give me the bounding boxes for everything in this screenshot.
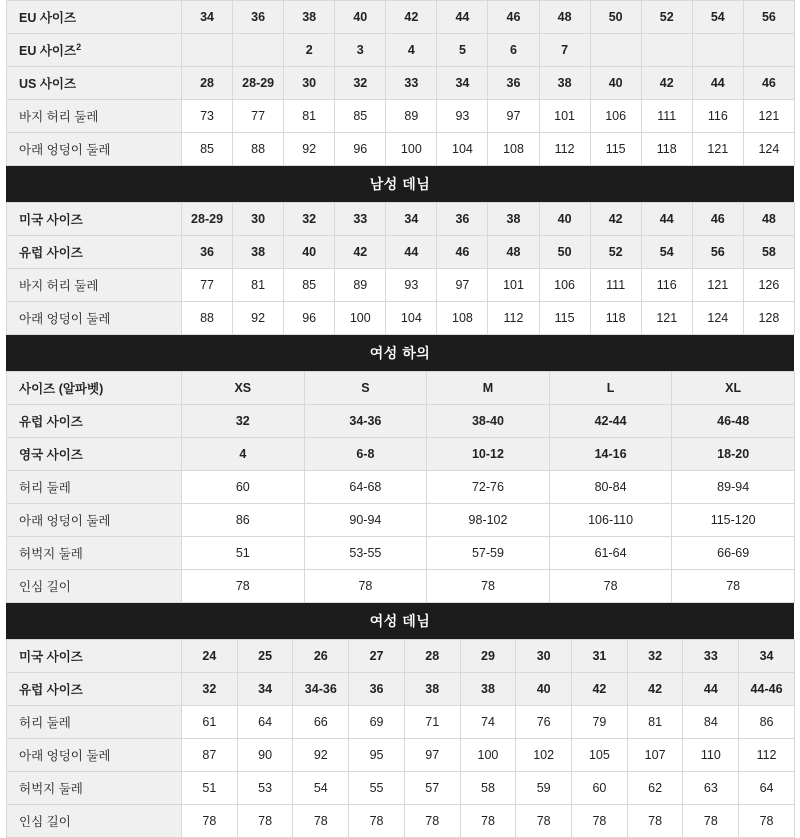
- table-cell: 33: [386, 67, 437, 100]
- table-cell: 44: [692, 67, 743, 100]
- table-cell: 28-29: [233, 67, 284, 100]
- table-cell: 78: [683, 805, 739, 838]
- table-cell: 92: [233, 302, 284, 335]
- table-row: [7, 133, 795, 166]
- table-cell: [233, 34, 284, 67]
- table-cell: 36: [182, 236, 233, 269]
- table-row: [7, 739, 795, 772]
- table-cell: 73: [182, 100, 233, 133]
- table-cell: 38: [404, 673, 460, 706]
- table-cell: 46-48: [672, 405, 795, 438]
- table-cell: 78: [304, 570, 427, 603]
- table-cell: 78: [237, 805, 293, 838]
- table-cell: 42: [386, 1, 437, 34]
- row-label-text: 아래 엉덩이 둘레: [19, 312, 111, 326]
- table-cell: 106: [590, 100, 641, 133]
- table-cell: 53: [237, 772, 293, 805]
- table-cell: 32: [182, 405, 305, 438]
- table-cell: 78: [427, 570, 550, 603]
- table-cell: 58: [743, 236, 794, 269]
- table-cell: 118: [641, 133, 692, 166]
- table-row: [7, 405, 795, 438]
- table-cell: 14-16: [549, 438, 672, 471]
- table-cell: 38: [539, 67, 590, 100]
- row-label-text: 유럽 사이즈: [19, 683, 83, 697]
- table-row: [7, 67, 795, 100]
- table-cell: 111: [641, 100, 692, 133]
- table-cell: 112: [488, 302, 539, 335]
- table-cell: 115-120: [672, 504, 795, 537]
- row-label: [7, 100, 182, 133]
- table-cell: 42-44: [549, 405, 672, 438]
- table-cell: 101: [488, 269, 539, 302]
- table-cell: 30: [284, 67, 335, 100]
- table-cell: 78: [182, 570, 305, 603]
- table-cell: 38-40: [427, 405, 550, 438]
- table-row: [7, 504, 795, 537]
- table-cell: 30: [233, 203, 284, 236]
- table-cell: 92: [284, 133, 335, 166]
- table-cell: 44: [386, 236, 437, 269]
- table-row: [7, 34, 795, 67]
- table-cell: 6-8: [304, 438, 427, 471]
- table-cell: 48: [743, 203, 794, 236]
- table-cell: 87: [182, 739, 238, 772]
- table-cell: 48: [488, 236, 539, 269]
- row-label: [7, 537, 182, 570]
- table-cell: 66: [293, 706, 349, 739]
- table-cell: 58: [460, 772, 516, 805]
- table-cell: 2: [284, 34, 335, 67]
- table-cell: 54: [692, 1, 743, 34]
- table-row: [7, 236, 795, 269]
- table-cell: 51: [182, 537, 305, 570]
- row-label-text: 허리 둘레: [19, 716, 71, 730]
- table-cell: [182, 34, 233, 67]
- table-cell: 24: [182, 640, 238, 673]
- table-cell: 100: [335, 302, 386, 335]
- table-cell: 95: [349, 739, 405, 772]
- table-cell: 42: [590, 203, 641, 236]
- table-cell: 121: [641, 302, 692, 335]
- table-cell: 93: [437, 100, 488, 133]
- table-row: [7, 269, 795, 302]
- table-cell: 90-94: [304, 504, 427, 537]
- table-cell: 78: [349, 805, 405, 838]
- row-label: [7, 570, 182, 603]
- table-cell: 46: [743, 67, 794, 100]
- table-row: [7, 203, 795, 236]
- table-cell: 78: [182, 805, 238, 838]
- table-cell: 108: [488, 133, 539, 166]
- table-cell: 53-55: [304, 537, 427, 570]
- table-cell: [590, 34, 641, 67]
- table-cell: XS: [182, 372, 305, 405]
- table-cell: 81: [627, 706, 683, 739]
- row-label: [7, 269, 182, 302]
- size-table-mens-bottoms-continued: [6, 0, 795, 166]
- row-label: [7, 438, 182, 471]
- table-cell: 54: [641, 236, 692, 269]
- table-cell: 97: [404, 739, 460, 772]
- table-cell: 97: [437, 269, 488, 302]
- table-cell: 64: [739, 772, 795, 805]
- row-label-text: 사이즈 (알파벳): [19, 382, 104, 396]
- table-cell: 25: [237, 640, 293, 673]
- table-cell: 78: [549, 570, 672, 603]
- row-label: [7, 67, 182, 100]
- table-cell: 88: [233, 133, 284, 166]
- table-cell: 33: [683, 640, 739, 673]
- table-cell: 26: [293, 640, 349, 673]
- table-cell: 44: [437, 1, 488, 34]
- table-cell: 31: [572, 640, 628, 673]
- table-cell: 50: [539, 236, 590, 269]
- table-cell: 88: [182, 302, 233, 335]
- table-cell: 4: [386, 34, 437, 67]
- table-cell: 42: [627, 673, 683, 706]
- table-cell: 46: [488, 1, 539, 34]
- table-cell: 72-76: [427, 471, 550, 504]
- table-row: [7, 438, 795, 471]
- table-cell: 34: [386, 203, 437, 236]
- row-label-text: US 사이즈: [19, 77, 77, 91]
- table-cell: 78: [516, 805, 572, 838]
- table-row: [7, 372, 795, 405]
- table-cell: 108: [437, 302, 488, 335]
- table-cell: 100: [386, 133, 437, 166]
- table-cell: 51: [182, 772, 238, 805]
- table-cell: 93: [386, 269, 437, 302]
- size-table-womens-bottoms: [6, 371, 795, 603]
- table-cell: 33: [335, 203, 386, 236]
- table-cell: 10-12: [427, 438, 550, 471]
- row-label-text: 미국 사이즈: [19, 213, 83, 227]
- table-cell: 92: [293, 739, 349, 772]
- table-row: [7, 1, 795, 34]
- row-label-superscript: 2: [76, 41, 82, 52]
- table-cell: 79: [572, 706, 628, 739]
- table-cell: 126: [743, 269, 794, 302]
- table-cell: 32: [335, 67, 386, 100]
- row-label-text: 허벅지 둘레: [19, 547, 83, 561]
- table-cell: 29: [460, 640, 516, 673]
- row-label: [7, 1, 182, 34]
- row-label: [7, 34, 182, 67]
- table-cell: S: [304, 372, 427, 405]
- row-label-text: 허리 둘레: [19, 481, 71, 495]
- table-cell: 57-59: [427, 537, 550, 570]
- row-label: [7, 405, 182, 438]
- table-cell: 40: [590, 67, 641, 100]
- table-cell: 116: [692, 100, 743, 133]
- table-cell: 59: [516, 772, 572, 805]
- table-cell: 34-36: [304, 405, 427, 438]
- table-cell: 28: [404, 640, 460, 673]
- table-cell: 54: [293, 772, 349, 805]
- table-cell: 96: [335, 133, 386, 166]
- table-row: [7, 471, 795, 504]
- table-cell: 36: [488, 67, 539, 100]
- table-cell: 61: [182, 706, 238, 739]
- table-cell: 81: [233, 269, 284, 302]
- table-cell: 28-29: [182, 203, 233, 236]
- table-cell: 86: [739, 706, 795, 739]
- table-cell: 121: [692, 133, 743, 166]
- table-row: [7, 673, 795, 706]
- table-cell: 112: [739, 739, 795, 772]
- table-cell: 98-102: [427, 504, 550, 537]
- table-cell: 90: [237, 739, 293, 772]
- row-label-text: 바지 허리 둘레: [19, 279, 99, 293]
- table-cell: 56: [692, 236, 743, 269]
- table-cell: 44: [641, 203, 692, 236]
- table-cell: 85: [182, 133, 233, 166]
- table-cell: 85: [284, 269, 335, 302]
- table-cell: 104: [386, 302, 437, 335]
- table-cell: 78: [404, 805, 460, 838]
- table-cell: 124: [743, 133, 794, 166]
- table-row: [7, 706, 795, 739]
- table-cell: 42: [572, 673, 628, 706]
- table-cell: 89: [386, 100, 437, 133]
- table-cell: 34: [739, 640, 795, 673]
- table-cell: 7: [539, 34, 590, 67]
- row-label: [7, 739, 182, 772]
- table-cell: [641, 34, 692, 67]
- table-cell: 36: [233, 1, 284, 34]
- size-table-womens-denim: [6, 639, 795, 838]
- table-cell: 40: [335, 1, 386, 34]
- table-cell: M: [427, 372, 550, 405]
- row-label: [7, 302, 182, 335]
- table-cell: 34-36: [293, 673, 349, 706]
- row-label: [7, 706, 182, 739]
- table-cell: 6: [488, 34, 539, 67]
- table-cell: 116: [641, 269, 692, 302]
- table-cell: 62: [627, 772, 683, 805]
- table-cell: 46: [437, 236, 488, 269]
- table-cell: 27: [349, 640, 405, 673]
- table-cell: 61-64: [549, 537, 672, 570]
- row-label-text: 미국 사이즈: [19, 650, 83, 664]
- table-cell: 55: [349, 772, 405, 805]
- table-cell: 86: [182, 504, 305, 537]
- table-cell: 96: [284, 302, 335, 335]
- table-cell: 76: [516, 706, 572, 739]
- table-cell: 111: [590, 269, 641, 302]
- table-cell: 121: [692, 269, 743, 302]
- row-label: [7, 236, 182, 269]
- table-cell: 80-84: [549, 471, 672, 504]
- table-cell: 34: [237, 673, 293, 706]
- row-label-text: 유럽 사이즈: [19, 415, 83, 429]
- table-cell: 78: [293, 805, 349, 838]
- row-label-text: 아래 엉덩이 둘레: [19, 749, 111, 763]
- table-cell: [743, 34, 794, 67]
- row-label: [7, 133, 182, 166]
- table-row: [7, 537, 795, 570]
- table-cell: 32: [284, 203, 335, 236]
- table-cell: 115: [590, 133, 641, 166]
- table-cell: 78: [460, 805, 516, 838]
- table-cell: 104: [437, 133, 488, 166]
- table-cell: 102: [516, 739, 572, 772]
- table-cell: 64-68: [304, 471, 427, 504]
- table-cell: 63: [683, 772, 739, 805]
- table-cell: 128: [743, 302, 794, 335]
- size-table-mens-denim: [6, 202, 795, 335]
- table-cell: 3: [335, 34, 386, 67]
- table-cell: 101: [539, 100, 590, 133]
- row-label-text: 허벅지 둘레: [19, 782, 83, 796]
- row-label-text: 아래 엉덩이 둘레: [19, 143, 111, 157]
- table-cell: 4: [182, 438, 305, 471]
- table-row: [7, 302, 795, 335]
- table-cell: 115: [539, 302, 590, 335]
- table-cell: 106: [539, 269, 590, 302]
- table-cell: 78: [739, 805, 795, 838]
- table-cell: 71: [404, 706, 460, 739]
- table-cell: 38: [488, 203, 539, 236]
- table-cell: 32: [627, 640, 683, 673]
- table-cell: 40: [516, 673, 572, 706]
- table-row: [7, 640, 795, 673]
- table-cell: 81: [284, 100, 335, 133]
- table-cell: 100: [460, 739, 516, 772]
- table-cell: 107: [627, 739, 683, 772]
- table-cell: 32: [182, 673, 238, 706]
- table-cell: 69: [349, 706, 405, 739]
- row-label: [7, 372, 182, 405]
- table-cell: 85: [335, 100, 386, 133]
- row-label-text: 영국 사이즈: [19, 448, 83, 462]
- row-label: [7, 673, 182, 706]
- table-cell: 118: [590, 302, 641, 335]
- section-header-mens-denim: 남성 데님: [6, 166, 794, 202]
- row-label-text: 아래 엉덩이 둘레: [19, 514, 111, 528]
- row-label: [7, 203, 182, 236]
- table-cell: 30: [516, 640, 572, 673]
- table-cell: 52: [590, 236, 641, 269]
- row-label-text: 바지 허리 둘레: [19, 110, 99, 124]
- table-cell: 121: [743, 100, 794, 133]
- row-label-text: EU 사이즈: [19, 44, 77, 58]
- table-cell: 89: [335, 269, 386, 302]
- table-cell: 105: [572, 739, 628, 772]
- table-cell: 52: [641, 1, 692, 34]
- table-cell: 57: [404, 772, 460, 805]
- section-header-womens-denim: 여성 데님: [6, 603, 794, 639]
- section-header-womens-bottoms: 여성 하의: [6, 335, 794, 371]
- table-cell: 89-94: [672, 471, 795, 504]
- table-cell: 38: [284, 1, 335, 34]
- row-label: [7, 504, 182, 537]
- table-row: [7, 100, 795, 133]
- table-cell: 50: [590, 1, 641, 34]
- table-cell: 84: [683, 706, 739, 739]
- table-cell: XL: [672, 372, 795, 405]
- row-label-text: 유럽 사이즈: [19, 246, 83, 260]
- table-cell: 38: [460, 673, 516, 706]
- table-cell: 78: [672, 570, 795, 603]
- table-cell: 77: [182, 269, 233, 302]
- table-cell: 5: [437, 34, 488, 67]
- table-cell: 36: [349, 673, 405, 706]
- table-cell: 66-69: [672, 537, 795, 570]
- table-cell: 38: [233, 236, 284, 269]
- row-label: [7, 805, 182, 838]
- table-cell: 40: [284, 236, 335, 269]
- row-label-text: 인심 길이: [19, 815, 71, 829]
- table-cell: 42: [641, 67, 692, 100]
- table-cell: 97: [488, 100, 539, 133]
- table-cell: 112: [539, 133, 590, 166]
- table-cell: [692, 34, 743, 67]
- row-label: [7, 640, 182, 673]
- table-cell: 18-20: [672, 438, 795, 471]
- table-cell: 106-110: [549, 504, 672, 537]
- table-cell: 34: [437, 67, 488, 100]
- table-cell: 78: [572, 805, 628, 838]
- table-cell: 124: [692, 302, 743, 335]
- table-cell: L: [549, 372, 672, 405]
- table-cell: 74: [460, 706, 516, 739]
- table-cell: 78: [627, 805, 683, 838]
- table-cell: 110: [683, 739, 739, 772]
- table-cell: 34: [182, 1, 233, 34]
- table-row: [7, 570, 795, 603]
- table-cell: 46: [692, 203, 743, 236]
- table-cell: 28: [182, 67, 233, 100]
- table-cell: 40: [539, 203, 590, 236]
- table-cell: 42: [335, 236, 386, 269]
- table-row: [7, 805, 795, 838]
- table-cell: 64: [237, 706, 293, 739]
- table-cell: 60: [572, 772, 628, 805]
- table-cell: 48: [539, 1, 590, 34]
- row-label-text: EU 사이즈: [19, 11, 77, 25]
- table-cell: 44: [683, 673, 739, 706]
- row-label-text: 인심 길이: [19, 580, 71, 594]
- table-cell: 36: [437, 203, 488, 236]
- table-cell: 44-46: [739, 673, 795, 706]
- row-label: [7, 471, 182, 504]
- table-cell: 56: [743, 1, 794, 34]
- table-cell: 60: [182, 471, 305, 504]
- table-cell: 77: [233, 100, 284, 133]
